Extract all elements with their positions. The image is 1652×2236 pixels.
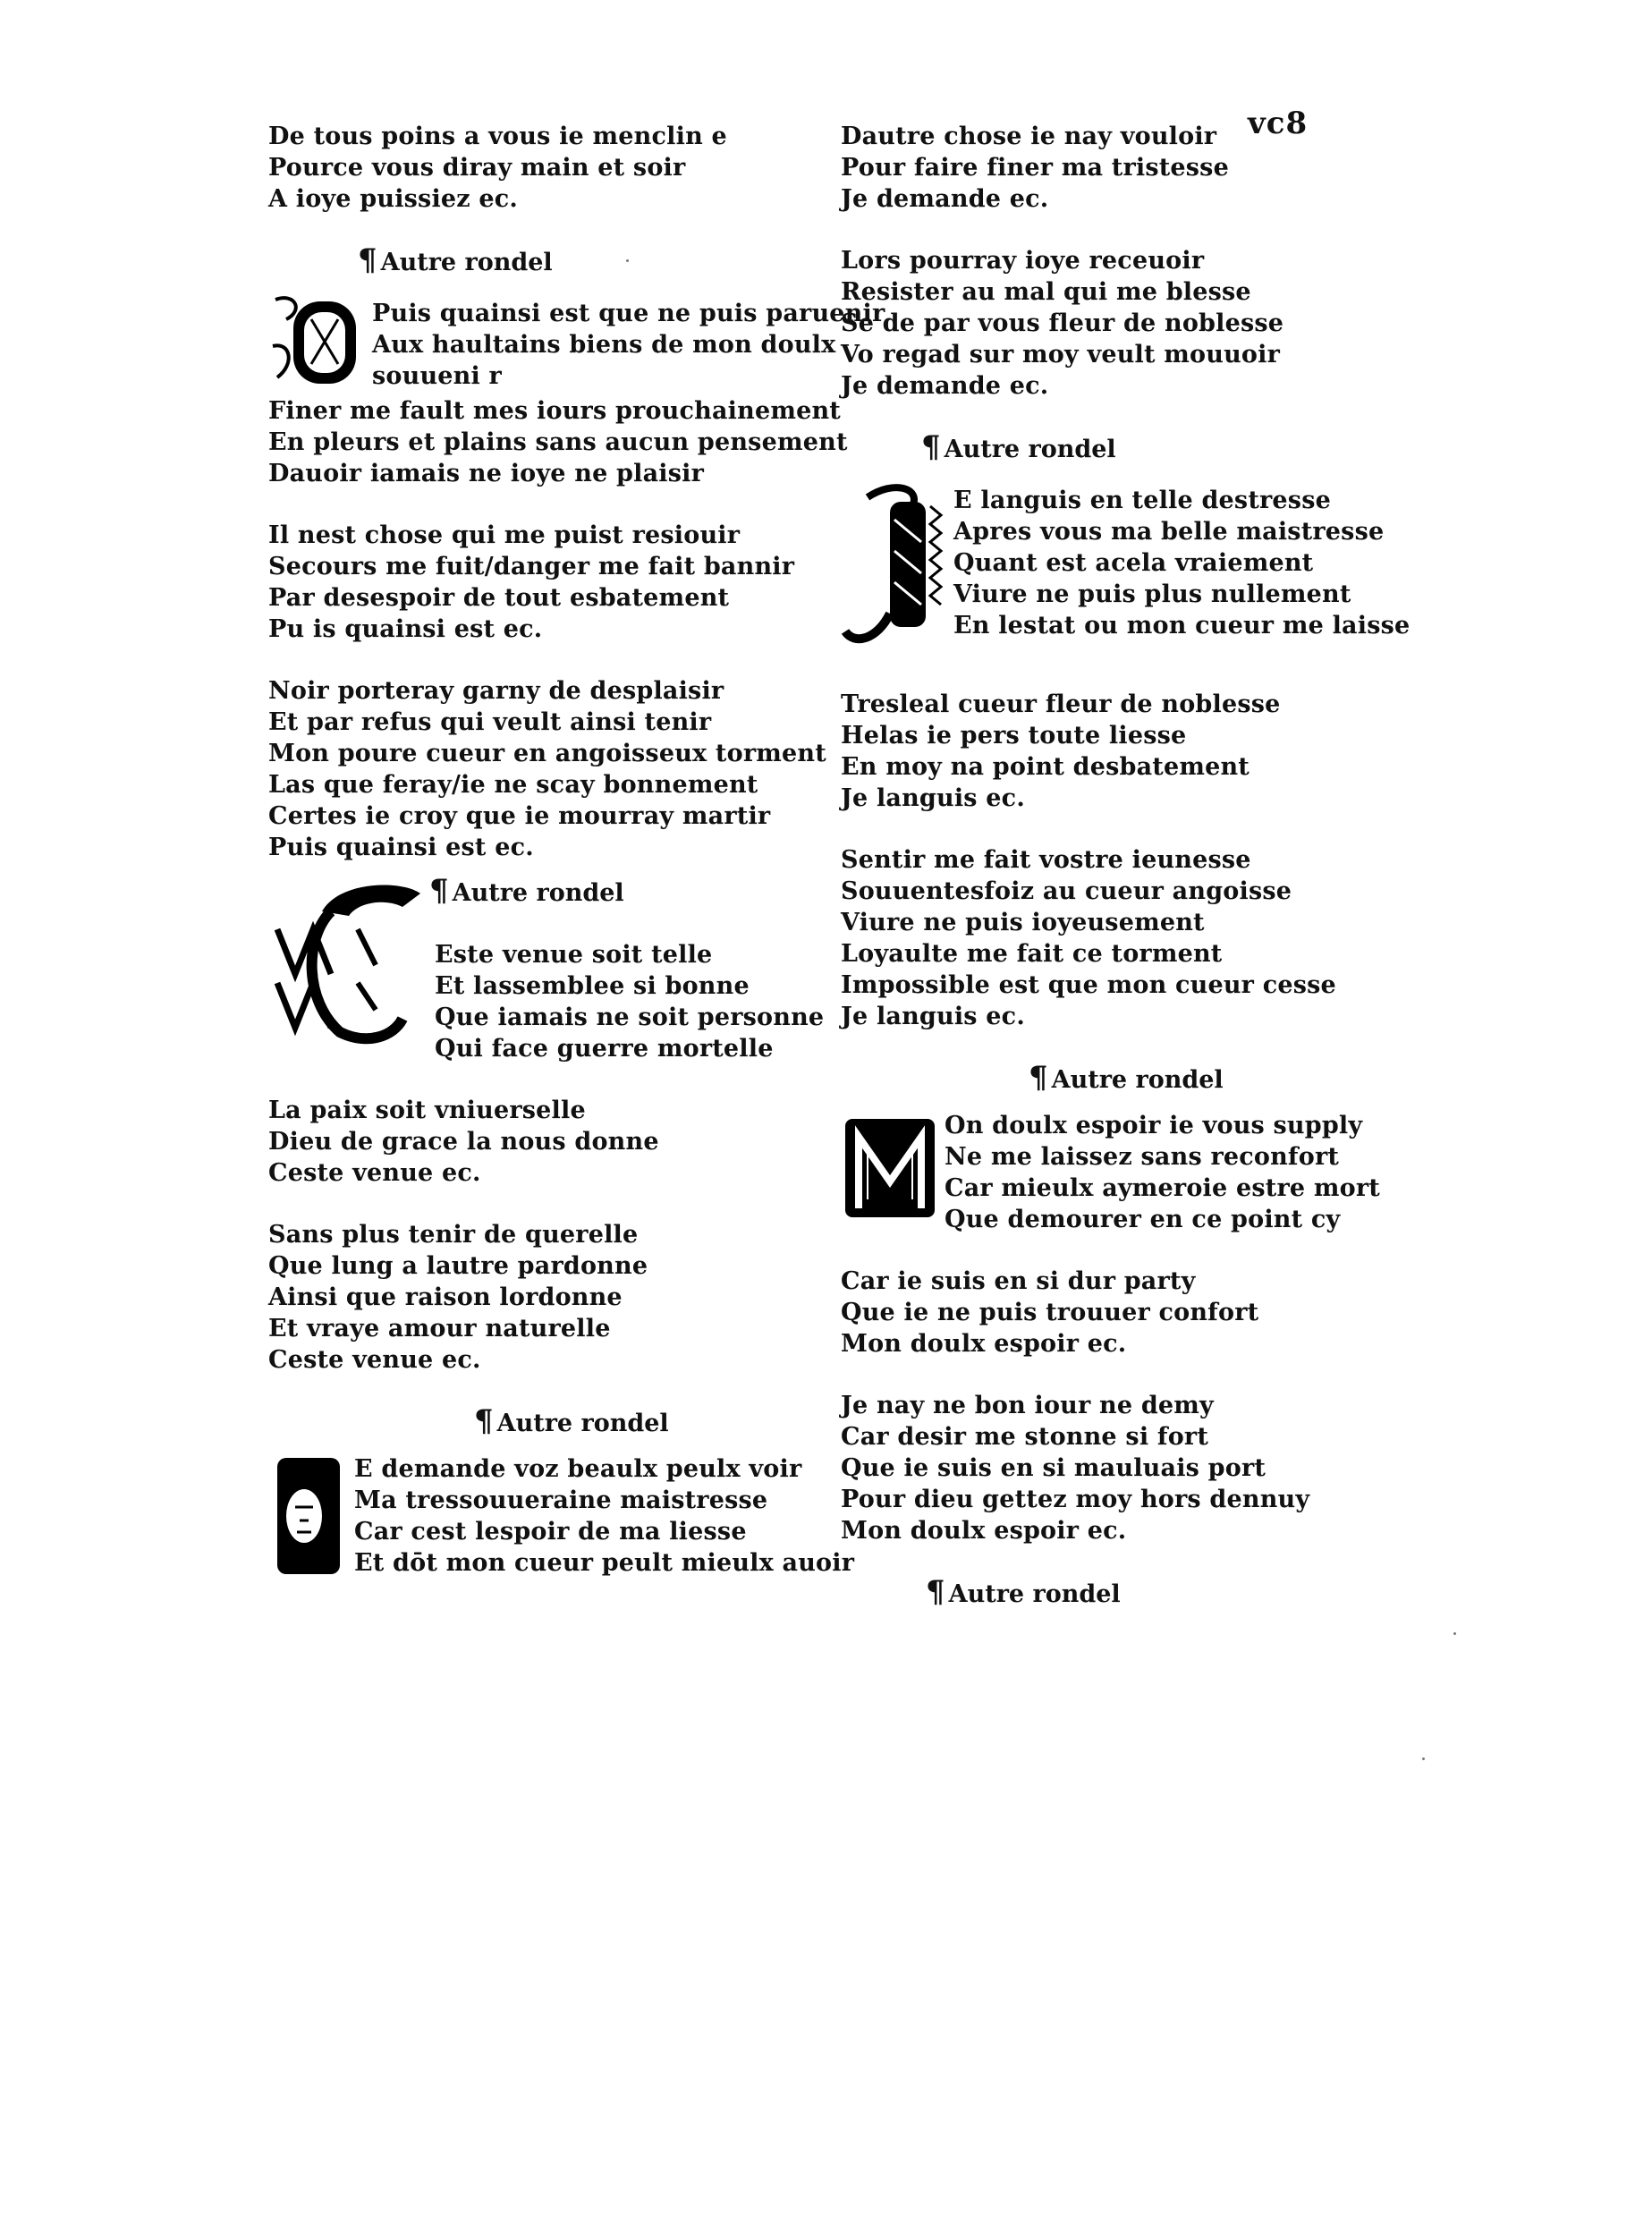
initial-lines xyxy=(939,1110,1380,1235)
verse-line: Je languis ec. xyxy=(841,1003,1025,1030)
rondel-stanza xyxy=(268,1095,823,1189)
verse-line: Que lung a lautre pardonne xyxy=(268,1252,648,1280)
verse-line: souueni r xyxy=(372,362,502,390)
initial-lines xyxy=(429,923,824,1064)
initial-letter xyxy=(268,1453,349,1579)
verse-line: E languis en telle destresse xyxy=(953,487,1331,514)
verse-line: Car cest lespoir de ma liesse xyxy=(354,1518,747,1546)
verse-line: Car ie suis en si dur party xyxy=(841,1267,1196,1295)
opening-stanza xyxy=(841,121,1395,215)
initial-letter xyxy=(841,479,948,658)
speck xyxy=(626,259,629,262)
verse-line: Je languis ec. xyxy=(841,784,1025,812)
verse-line: Pource vous diray main et soir xyxy=(268,154,686,182)
rondel-heading-text: Autre rondel xyxy=(948,1580,1121,1608)
rondel-heading xyxy=(429,873,824,909)
rondel-heading xyxy=(841,1574,1395,1610)
verse-line: En pleurs et plains sans aucun pensement xyxy=(268,428,848,456)
verse-line: Se de par vous fleur de noblesse xyxy=(841,309,1284,337)
rondel-opening xyxy=(841,479,1411,658)
verse-line: A ioye puissiez ec. xyxy=(268,185,519,213)
rondel-heading xyxy=(268,1403,823,1439)
pilcrow-mark: ¶ xyxy=(1029,1060,1048,1096)
verse-line: Et vraye amour naturelle xyxy=(268,1315,611,1342)
verse-line: Certes ie croy que ie mourray martir xyxy=(268,802,771,830)
verse-line: Je nay ne bon iour ne demy xyxy=(841,1392,1214,1419)
rondel-stanza xyxy=(841,1390,1395,1546)
folio-number: vc8 xyxy=(1248,106,1309,141)
verse-line: Que iamais ne soit personne xyxy=(435,1004,825,1031)
rondel-stanza xyxy=(268,1219,823,1376)
rondel-heading-text: Autre rondel xyxy=(496,1410,669,1437)
verse-line: Qui face guerre mortelle xyxy=(435,1035,774,1063)
verse-line: Que ie suis en si mauluais port xyxy=(841,1454,1267,1482)
verse-line: La paix soit vniuerselle xyxy=(268,1097,586,1124)
rondel-opening xyxy=(841,1110,1395,1235)
pilcrow-mark: ¶ xyxy=(474,1403,494,1439)
verse-line: Ne me laissez sans reconfort xyxy=(945,1143,1340,1171)
verse-line: Dautre chose ie nay vouloir xyxy=(841,123,1217,150)
initial-lines xyxy=(948,479,1410,641)
rondel-heading-text: Autre rondel xyxy=(944,436,1116,463)
verse-line: Pu is quainsi est ec. xyxy=(268,615,543,643)
pilcrow-mark: ¶ xyxy=(926,1574,945,1610)
verse-line: Puis quainsi est que ne puis paruenir xyxy=(372,300,885,327)
verse-line: Finer me fault mes iours prouchainement xyxy=(268,397,841,425)
initial-letter xyxy=(268,876,429,1046)
verse-line: Dauoir iamais ne ioye ne plaisir xyxy=(268,460,705,487)
rondel-heading xyxy=(268,242,823,278)
opening-stanza xyxy=(841,245,1395,402)
verse-line: Puis quainsi est ec. xyxy=(268,834,534,861)
verse-line: Car desir me stonne si fort xyxy=(841,1423,1208,1451)
rondel-stanza xyxy=(268,395,848,489)
rondel-heading xyxy=(841,1060,1395,1096)
verse-line: Resister au mal qui me blesse xyxy=(841,278,1251,306)
verse-line: Je demande ec. xyxy=(841,372,1049,400)
verse-line: Helas ie pers toute liesse xyxy=(841,722,1187,750)
verse-line: Sentir me fait vostre ieunesse xyxy=(841,846,1251,874)
verse-line: En lestat ou mon cueur me laisse xyxy=(953,612,1411,639)
verse-line: Tresleal cueur fleur de noblesse xyxy=(841,690,1281,718)
rondel-heading-text: Autre rondel xyxy=(1051,1066,1224,1094)
pilcrow-mark: ¶ xyxy=(358,242,377,278)
verse-line: Et lassemblee si bonne xyxy=(435,972,750,1000)
verse-line: Sans plus tenir de querelle xyxy=(268,1221,639,1249)
left-column xyxy=(268,121,885,1609)
verse-line: Las que feray/ie ne scay bonnement xyxy=(268,771,758,799)
initial-lines xyxy=(367,292,885,392)
rondel-stanza xyxy=(841,844,1395,1032)
verse-line: Que ie ne puis trouuer confort xyxy=(841,1299,1259,1326)
initial-letter xyxy=(268,292,367,391)
verse-line: Je demande ec. xyxy=(841,185,1049,213)
rondel-stanza xyxy=(268,520,823,645)
speck xyxy=(1422,1757,1425,1760)
rondel-stanza xyxy=(841,1266,1395,1359)
verse-line: Viure ne puis ioyeusement xyxy=(841,909,1205,936)
decorated-initial xyxy=(841,479,948,658)
verse-line: Viure ne puis plus nullement xyxy=(953,580,1351,608)
decorated-initial xyxy=(268,876,429,1046)
decorated-initial xyxy=(268,292,367,391)
verse-line: Loyaulte me fait ce torment xyxy=(841,940,1223,968)
speck xyxy=(1453,1632,1456,1635)
verse-line: Souuentesfoiz au cueur angoisse xyxy=(841,877,1292,905)
rondel-right xyxy=(429,873,825,1064)
verse-line: Ma tressouueraine maistresse xyxy=(354,1486,768,1514)
verse-line: Et dōt mon cueur peult mieulx auoir xyxy=(354,1549,855,1577)
verse-line: En moy na point desbatement xyxy=(841,753,1250,781)
verse-line: Mon doulx espoir ec. xyxy=(841,1330,1127,1358)
rondel-opening xyxy=(268,873,825,1064)
verse-line: Que demourer en ce point cy xyxy=(945,1206,1341,1233)
verse-line: Mon doulx espoir ec. xyxy=(841,1517,1127,1545)
rondel-stanza xyxy=(841,689,1395,814)
verse-line: Impossible est que mon cueur cesse xyxy=(841,971,1336,999)
initial-letter xyxy=(841,1110,939,1226)
verse-line: On doulx espoir ie vous supply xyxy=(945,1112,1363,1139)
verse-line: Quant est acela vraiement xyxy=(953,549,1314,577)
decorated-initial xyxy=(841,1110,939,1226)
rondel-heading-text: Autre rondel xyxy=(380,249,553,276)
rondel-stanza xyxy=(268,675,826,863)
verse-line: Aux haultains biens de mon doulx xyxy=(372,331,836,359)
opening-stanza xyxy=(268,121,823,215)
pilcrow-mark: ¶ xyxy=(921,429,941,465)
verse-line: Apres vous ma belle maistresse xyxy=(953,518,1385,546)
verse-line: Vo regad sur moy veult mouuoir xyxy=(841,341,1281,368)
verse-line: Dieu de grace la nous donne xyxy=(268,1128,659,1156)
verse-line: Secours me fuit/danger me fait bannir xyxy=(268,553,795,580)
right-column xyxy=(841,121,1411,1624)
pilcrow-mark: ¶ xyxy=(429,873,449,909)
verse-line: Noir porteray garny de desplaisir xyxy=(268,677,724,705)
verse-line: Par desespoir de tout esbatement xyxy=(268,584,730,612)
rondel-heading xyxy=(841,429,1395,465)
verse-line: De tous poins a vous ie menclin e xyxy=(268,123,727,150)
verse-line: Lors pourray ioye receuoir xyxy=(841,247,1205,275)
verse-line: Pour faire finer ma tristesse xyxy=(841,154,1229,182)
verse-line: Ainsi que raison lordonne xyxy=(268,1283,623,1311)
verse-line: Car mieulx aymeroie estre mort xyxy=(945,1174,1380,1202)
verse-line: Ceste venue ec. xyxy=(268,1346,481,1374)
rondel-heading-text: Autre rondel xyxy=(452,879,624,907)
verse-line: Este venue soit telle xyxy=(435,941,713,969)
verse-line: Et par refus qui veult ainsi tenir xyxy=(268,708,712,736)
verse-line: E demande voz beaulx peulx voir xyxy=(354,1455,802,1483)
decorated-initial xyxy=(268,1453,349,1579)
verse-line: Pour dieu gettez moy hors dennuy xyxy=(841,1486,1310,1513)
verse-line: Il nest chose qui me puist resiouir xyxy=(268,521,741,549)
rondel-opening xyxy=(268,1453,855,1579)
verse-line: Ceste venue ec. xyxy=(268,1159,481,1187)
verse-line: Mon poure cueur en angoisseux torment xyxy=(268,740,826,767)
rondel-opening xyxy=(268,292,885,392)
initial-lines xyxy=(349,1453,854,1579)
